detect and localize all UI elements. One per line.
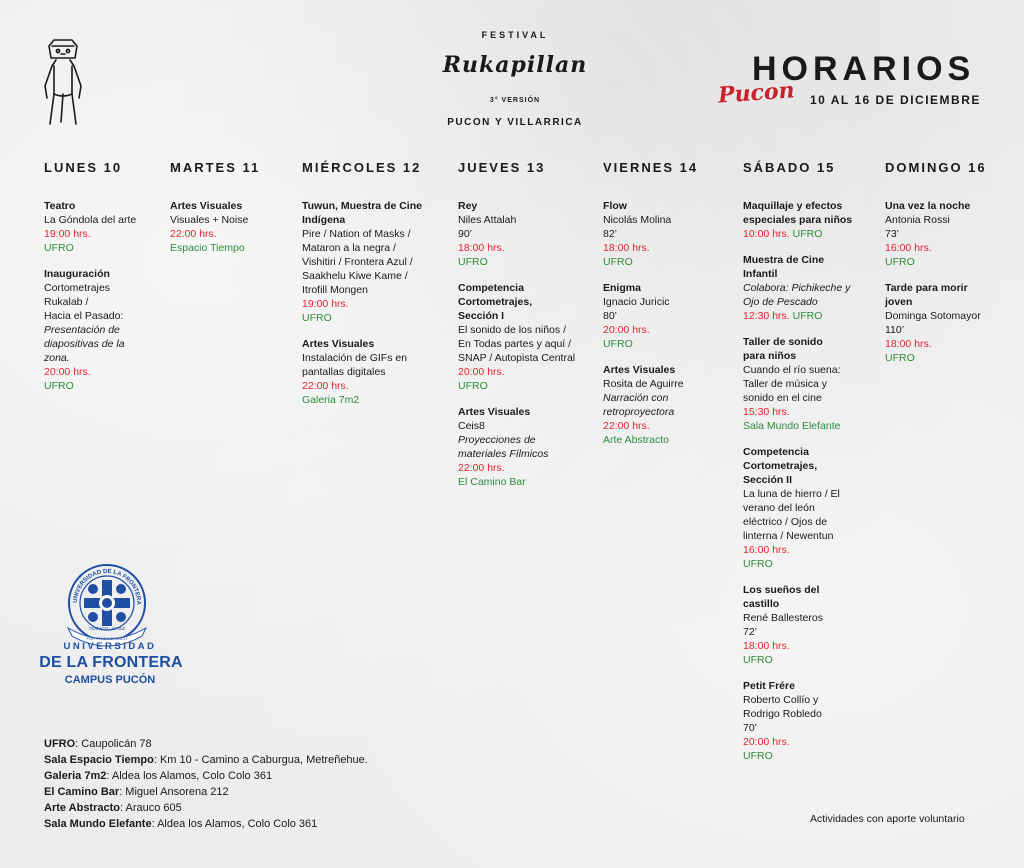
venue-name: UFRO (44, 738, 76, 750)
university-name-line1: UNIVERSIDAD (63, 641, 157, 652)
event-item (603, 281, 738, 351)
day-column (885, 160, 1010, 377)
event-description: Ignacio Juricic 80’ (603, 296, 670, 322)
event-description: Visuales + Noise (170, 214, 249, 226)
venue-name: Galeria 7m2 (44, 770, 107, 782)
event-time: 10:00 hrs. (743, 228, 790, 240)
venue-address: : Aldea los Alamos, Colo Colo 361 (106, 770, 273, 782)
event-time: 20:00 hrs. (603, 324, 650, 336)
event-description: Antonia Rossi 73’ (885, 214, 950, 240)
event-time: 22:00 hrs. (302, 380, 349, 392)
event-note: Colabora: Pichikeche y Ojo de Pescado (743, 282, 851, 308)
event-description: René Ballesteros 72’ (743, 612, 823, 638)
seal-city: TEMUCO - CHILE (88, 626, 126, 631)
event-time: 12:30 hrs. (743, 310, 790, 322)
event-description: Niles Attalah 90’ (458, 214, 517, 240)
event-title: Muestra de Cine Infantil (743, 254, 825, 280)
event-time: 22:00 hrs. (603, 420, 650, 432)
event-note: Proyecciones de materiales Fílmicos (458, 434, 549, 460)
event-description: Roberto Collío y Rodrigo Robledo 70’ (743, 694, 822, 734)
event-time: 18:00 hrs. (458, 242, 505, 254)
event-title: Petit Frére (743, 680, 795, 692)
venue-address: : Km 10 - Camino a Caburgua, Metreñehue. (153, 754, 368, 766)
event-note: Presentación de diapositivas de la zona. (44, 324, 125, 364)
event-description: El sonido de los niños / En Todas partes y aquí / SNAP / Autopista Central (458, 324, 576, 364)
event-time: 20:00 hrs. (458, 366, 505, 378)
day-column (44, 160, 162, 405)
event-item (743, 253, 878, 323)
event-venue: Espacio Tiempo (170, 242, 245, 254)
event-item (44, 199, 162, 255)
event-title: Maquillaje y efectos especiales para niños (743, 200, 853, 226)
event-item (44, 267, 162, 393)
event-venue: UFRO (458, 380, 488, 392)
event-time: 15:30 hrs. (743, 406, 790, 418)
event-venue: UFRO (792, 310, 823, 322)
event-title: Artes Visuales (302, 338, 375, 350)
event-item (743, 583, 878, 667)
mapuche-figure-icon (40, 36, 86, 128)
day-heading: SÁBADO 15 (743, 160, 836, 175)
venue-name: Arte Abstracto (44, 802, 120, 814)
event-title: Tuwun, Muestra de Cine Indígena (302, 200, 422, 226)
event-time: 19:00 hrs. (302, 298, 349, 310)
day-heading: MARTES 11 (170, 160, 261, 175)
venue-item (44, 752, 368, 768)
event-venue: UFRO (44, 242, 74, 254)
venue-address: : Miguel Ansorena 212 (119, 786, 229, 798)
event-venue: UFRO (603, 338, 633, 350)
day-column (603, 160, 738, 459)
venue-item (44, 768, 368, 784)
event-time-venue (743, 227, 878, 241)
day-column (170, 160, 295, 267)
event-item (603, 199, 738, 269)
festival-label: FESTIVAL (481, 30, 549, 40)
festival-version: 3° VERSIÓN (489, 97, 541, 104)
event-description: Cortometrajes Rukalab / Hacia el Pasado: (44, 282, 124, 322)
event-title: Los sueños del castillo (743, 584, 820, 610)
event-title: Artes Visuales (603, 364, 676, 376)
venue-address: : Caupolicán 78 (75, 738, 152, 750)
event-title: Teatro (44, 200, 76, 212)
event-item (603, 363, 738, 447)
venue-item (44, 800, 368, 816)
seal-text: UNIVERSIDAD DE LA FRONTERA (72, 568, 142, 605)
event-venue: UFRO (743, 750, 773, 762)
event-item (458, 405, 598, 489)
event-venue: El Camino Bar (458, 476, 526, 488)
event-title: Competencia Cortometrajes, Sección II (743, 446, 818, 486)
event-description: Ceis8 (458, 420, 485, 432)
event-item (885, 281, 1010, 365)
day-heading: JUEVES 13 (458, 160, 546, 175)
event-title: Una vez la noche (885, 200, 971, 212)
event-time: 20:00 hrs. (743, 736, 790, 748)
event-item (458, 281, 598, 393)
day-column (743, 160, 878, 775)
event-venue: UFRO (603, 256, 633, 268)
event-venue: UFRO (44, 380, 74, 392)
event-description: Pire / Nation of Masks / Mataron a la negra / Vishitiri / Frontera Azul / Saakhelu Kiwe Kame / Itrofill Mongen (302, 228, 413, 296)
title-location: Pucon (717, 77, 796, 109)
event-item (743, 335, 878, 433)
event-description: La Góndola del arte (44, 214, 137, 226)
venue-item (44, 784, 368, 800)
event-description: Instalación de GIFs en pantallas digitales (302, 352, 408, 378)
event-venue: UFRO (743, 654, 773, 666)
festival-cities: PUCON Y VILLARRICA (447, 117, 583, 128)
event-time: 16:00 hrs. (743, 544, 790, 556)
event-title: Enigma (603, 282, 641, 294)
event-time: 19:00 hrs. (44, 228, 91, 240)
venue-address: : Aldea los Alamos, Colo Colo 361 (151, 818, 318, 830)
venue-name: Sala Mundo Elefante (44, 818, 152, 830)
event-venue: UFRO (458, 256, 488, 268)
event-venue: UFRO (885, 352, 915, 364)
event-title: Artes Visuales (458, 406, 531, 418)
event-description: Rosita de Aguirre (603, 378, 684, 390)
day-heading: DOMINGO 16 (885, 160, 987, 175)
event-time: 18:00 hrs. (743, 640, 790, 652)
university-campus: CAMPUS PUCÓN (64, 674, 156, 686)
event-item (302, 199, 452, 325)
event-title: Taller de sonido para niños (743, 336, 823, 362)
event-time: 22:00 hrs. (458, 462, 505, 474)
event-venue: Galeria 7m2 (302, 394, 360, 406)
event-title: Competencia Cortometrajes, Sección I (458, 282, 533, 322)
date-range: 10 AL 16 DE DICIEMBRE (810, 93, 981, 107)
event-time-venue (743, 309, 878, 323)
venue-item (44, 736, 368, 752)
event-note: Narración con retroproyectora (603, 392, 675, 418)
event-item (302, 337, 452, 407)
event-venue: UFRO (792, 228, 823, 240)
day-column (458, 160, 598, 501)
university-name-line2: DE LA FRONTERA (39, 654, 183, 671)
event-description: Cuando el río suena: Taller de música y sonido en el cine (743, 364, 841, 404)
university-seal-icon (62, 558, 152, 648)
venue-item (44, 816, 368, 832)
day-heading: LUNES 10 (44, 160, 123, 175)
day-heading: VIERNES 14 (603, 160, 699, 175)
event-venue: Sala Mundo Elefante (743, 420, 841, 432)
event-time: 18:00 hrs. (603, 242, 650, 254)
event-time: 16:00 hrs. (885, 242, 932, 254)
event-time: 20:00 hrs. (44, 366, 91, 378)
event-title: Inauguración (44, 268, 110, 280)
event-title: Rey (458, 200, 478, 212)
event-item (885, 199, 1010, 269)
event-item (458, 199, 598, 269)
festival-brand: Rukapillan (442, 52, 588, 78)
event-venue: UFRO (885, 256, 915, 268)
page-title: HORARIOS (752, 50, 976, 88)
event-item (743, 679, 878, 763)
seal-motto: FORTITUDINE VINCIT (86, 636, 128, 641)
event-title: Tarde para morir joven (885, 282, 968, 308)
venue-name: El Camino Bar (44, 786, 120, 798)
event-time: 18:00 hrs. (885, 338, 932, 350)
day-heading: MIÉRCOLES 12 (302, 160, 422, 175)
day-column (302, 160, 452, 419)
venue-address: : Arauco 605 (120, 802, 182, 814)
voluntary-contribution-note: Actividades con aporte voluntario (810, 813, 965, 825)
event-description: Nicolás Molina 82’ (603, 214, 672, 240)
event-description: Dominga Sotomayor 110’ (885, 310, 981, 336)
event-item (743, 199, 878, 241)
event-venue: UFRO (743, 558, 773, 570)
event-description: La luna de hierro / El verano del león eléctrico / Ojos de linterna / Newentun (743, 488, 840, 542)
event-venue: UFRO (302, 312, 332, 324)
event-title: Flow (603, 200, 627, 212)
venue-list (44, 736, 368, 832)
event-item (743, 445, 878, 571)
event-venue: Arte Abstracto (603, 434, 669, 446)
event-time: 22:00 hrs. (170, 228, 217, 240)
event-title: Artes Visuales (170, 200, 243, 212)
venue-name: Sala Espacio Tiempo (44, 754, 154, 766)
event-item (170, 199, 295, 255)
